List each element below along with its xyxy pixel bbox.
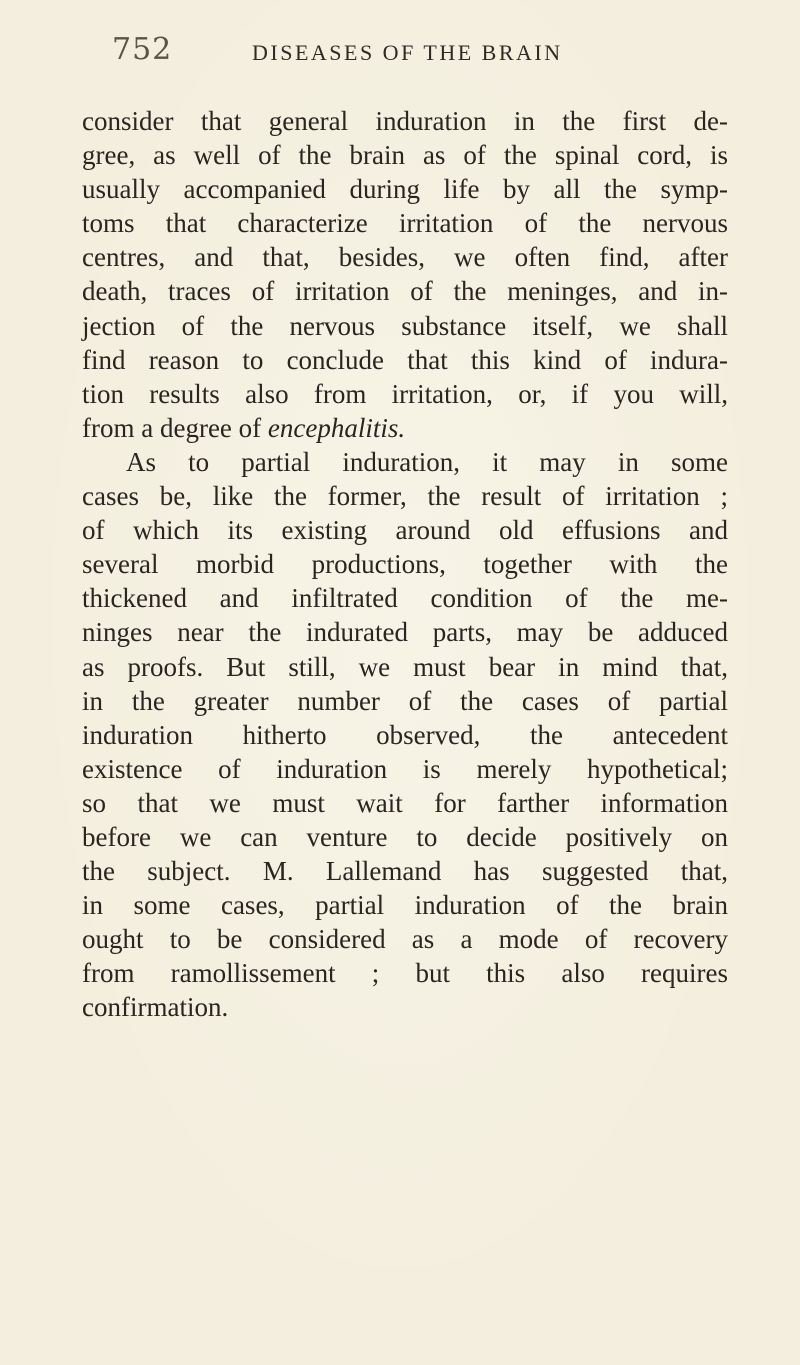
text-line: from ramollissement ; but this also requires	[82, 958, 728, 989]
text-line: before we can venture to decide positively on	[82, 821, 728, 852]
text-line: find reason to conclude that this kind of indura-	[82, 344, 728, 375]
text-line: thickened and infiltrated condition of the me-	[82, 583, 728, 614]
text-line: jection of the nervous substance itself, we shall	[82, 310, 728, 341]
text-line: centres, and that, besides, we often find, after	[82, 242, 728, 273]
text-line: induration hitherto observed, the antecedent	[82, 719, 728, 750]
text-line: gree, as well of the brain as of the spinal cord, is	[82, 140, 728, 171]
text-line: several morbid productions, together with the	[82, 549, 728, 580]
text-line: existence of induration is merely hypothetical;	[82, 753, 728, 784]
text-line: as proofs. But still, we must bear in mind that,	[82, 651, 728, 682]
paragraph-end-line: confirmation.	[82, 992, 229, 1023]
body-text	[82, 104, 728, 1025]
running-title: DISEASES OF THE BRAIN	[252, 40, 563, 65]
text-line: consider that general induration in the first de-	[82, 106, 728, 136]
text-line: in the greater number of the cases of partial	[82, 685, 728, 716]
running-head	[112, 32, 712, 72]
text-line: toms that characterize irritation of the nervous	[82, 208, 728, 239]
text-line: tion results also from irritation, or, if you will,	[82, 378, 728, 409]
text-line: of which its existing around old effusions and	[82, 515, 728, 546]
text-line: death, traces of irritation of the meninges, and in-	[82, 276, 728, 307]
text-fragment: from a degree of	[82, 412, 268, 443]
italic-term: encephalitis.	[267, 412, 406, 443]
text-line: ought to be considered as a mode of recovery	[82, 924, 728, 955]
text-line: so that we must wait for farther information	[82, 787, 728, 818]
page-number: 752	[112, 32, 173, 67]
text-line: ninges near the indurated parts, may be adduced	[82, 617, 728, 648]
text-line: in some cases, partial induration of the brain	[82, 890, 728, 921]
text-line: usually accompanied during life by all the symp-	[82, 174, 728, 205]
text-line: cases be, like the former, the result of irritation ;	[82, 481, 728, 512]
paragraph-end-line	[82, 411, 728, 445]
text-line: the subject. M. Lallemand has suggested that,	[82, 856, 728, 887]
paragraph-start-line: As to partial induration, it may in some	[126, 446, 728, 477]
